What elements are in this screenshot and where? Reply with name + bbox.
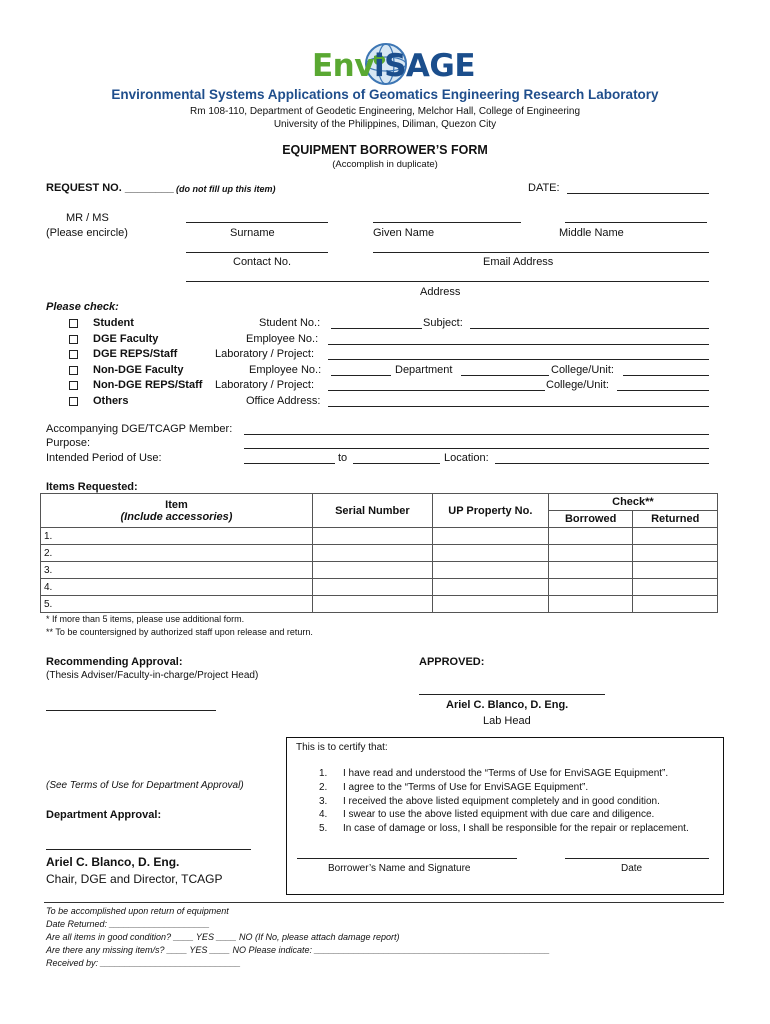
table-row (41, 596, 718, 613)
period-from-field[interactable] (244, 463, 335, 464)
office-address-label: Office Address: (246, 395, 321, 407)
terms-note: (See Terms of Use for Department Approval) (46, 780, 244, 791)
college-unit-2-field[interactable] (617, 390, 709, 391)
items-note-1: * If more than 5 items, please use additional form. (46, 614, 245, 624)
table-cell[interactable] (312, 528, 432, 545)
certify-number: 2. (319, 782, 328, 793)
borrower-signature-field[interactable] (297, 858, 517, 859)
to-label: to (338, 452, 348, 464)
certify-item: In case of damage or loss, I shall be responsible for the repair or replacement. (343, 823, 689, 834)
table-cell[interactable] (633, 545, 718, 562)
request-no-label: REQUEST NO. ________ (46, 182, 174, 194)
table-row (41, 528, 718, 545)
employee-no-label: Employee No.: (246, 333, 319, 345)
purpose-field[interactable] (244, 448, 709, 449)
contact-no-field[interactable] (186, 252, 328, 253)
title-hint: (Please encircle) (46, 227, 128, 239)
row-number: 4. (41, 579, 313, 596)
recommending-approval-label: Recommending Approval: (46, 656, 183, 668)
good-condition-question: Are all items in good condition? ____ YES ____ NO (If No, please attach damage report) (46, 932, 400, 942)
table-cell[interactable] (548, 596, 633, 613)
email-field[interactable] (373, 252, 709, 253)
date-field[interactable] (567, 193, 709, 194)
surname-label: Surname (230, 227, 275, 239)
employee-no-2-field[interactable] (331, 375, 391, 376)
college-unit-field[interactable] (623, 375, 709, 376)
col-item-sub-label: (Include accessories) (120, 510, 233, 523)
return-heading: To be accomplished upon return of equipment (46, 906, 229, 916)
certify-item: I received the above listed equipment completely and in good condition. (343, 796, 660, 807)
given-name-field[interactable] (373, 222, 521, 223)
department-field[interactable] (461, 375, 549, 376)
lab-project-field[interactable] (328, 359, 709, 360)
certify-item: I agree to the “Terms of Use for EnviSAGE Equipment”. (343, 782, 589, 793)
option-non-dge-reps-staff: Non-DGE REPS/Staff (93, 379, 203, 391)
col-item-label: Item (165, 498, 188, 511)
row-number: 5. (41, 596, 313, 613)
address-label: Address (420, 286, 461, 298)
subject-field[interactable] (470, 328, 709, 329)
table-cell[interactable] (633, 596, 718, 613)
items-table (40, 493, 718, 613)
approver-name: Ariel C. Blanco, D. Eng. (446, 699, 569, 711)
table-cell[interactable] (633, 579, 718, 596)
certify-item: I have read and understood the “Terms of Use for EnviSAGE Equipment”. (343, 768, 669, 779)
middle-name-field[interactable] (565, 222, 707, 223)
table-row (41, 562, 718, 579)
col-item-header (41, 494, 313, 528)
row-number: 3. (41, 562, 313, 579)
logo-text-sage: SAGE (384, 48, 476, 84)
table-cell[interactable] (548, 545, 633, 562)
table-cell[interactable] (548, 528, 633, 545)
logo-text-env: Env (312, 48, 374, 84)
checkbox-others[interactable] (69, 397, 78, 406)
lab-project-2-label: Laboratory / Project: (215, 379, 315, 391)
approver-title: Lab Head (483, 715, 531, 727)
date-label: DATE: (528, 182, 560, 194)
approver-signature-field[interactable] (419, 694, 605, 695)
intended-period-label: Intended Period of Use: (46, 452, 162, 464)
form-title: EQUIPMENT BORROWER’S FORM (282, 143, 488, 157)
table-cell[interactable] (312, 545, 432, 562)
return-section-divider (44, 902, 724, 903)
lab-title: Environmental Systems Applications of Geomatics Engineering Research Laboratory (111, 87, 659, 102)
department-approval-label: Department Approval: (46, 809, 162, 821)
col-returned-header: Returned (633, 511, 718, 528)
student-no-label: Student No.: (259, 317, 321, 329)
table-cell[interactable] (432, 596, 548, 613)
checkbox-dge-reps-staff[interactable] (69, 350, 78, 359)
employee-no-2-label: Employee No.: (249, 364, 322, 376)
lab-project-label: Laboratory / Project: (215, 348, 315, 360)
option-dge-faculty: DGE Faculty (93, 333, 159, 345)
items-requested-heading: Items Requested: (46, 481, 138, 493)
certify-number: 5. (319, 823, 328, 834)
location-label: Location: (444, 452, 489, 464)
recommending-approval-sub: (Thesis Adviser/Faculty-in-charge/Project Head) (46, 670, 259, 681)
col-borrowed-header: Borrowed (548, 511, 633, 528)
borrower-date-label: Date (621, 863, 643, 874)
subject-label: Subject: (423, 317, 463, 329)
chair-name: Ariel C. Blanco, D. Eng. (46, 855, 180, 869)
table-cell[interactable] (312, 562, 432, 579)
address-field[interactable] (186, 281, 709, 282)
certify-number: 3. (319, 796, 328, 807)
table-cell[interactable] (312, 579, 432, 596)
college-unit-2-label: College/Unit: (546, 379, 609, 391)
checkbox-non-dge-reps-staff[interactable] (69, 381, 78, 390)
col-up-property-header: UP Property No. (432, 494, 548, 528)
table-cell[interactable] (312, 596, 432, 613)
purpose-label: Purpose: (46, 437, 91, 449)
lab-project-2-field[interactable] (328, 390, 545, 391)
table-cell[interactable] (548, 579, 633, 596)
surname-field[interactable] (186, 222, 328, 223)
option-others: Others (93, 395, 129, 407)
given-name-label: Given Name (373, 227, 435, 239)
option-student: Student (93, 317, 134, 329)
please-check-heading: Please check: (46, 301, 119, 313)
certify-number: 4. (319, 809, 328, 820)
col-check-header: Check** (548, 494, 717, 511)
checkbox-dge-faculty[interactable] (69, 335, 78, 344)
checkbox-non-dge-faculty[interactable] (69, 366, 78, 375)
received-by: Received by: ____________________________ (46, 958, 241, 968)
table-cell[interactable] (432, 579, 548, 596)
approved-label: APPROVED: (419, 656, 485, 668)
row-number: 1. (41, 528, 313, 545)
title-label: MR / MS (66, 212, 109, 224)
period-to-field[interactable] (353, 463, 440, 464)
table-cell[interactable] (432, 545, 548, 562)
college-unit-label: College/Unit: (551, 364, 614, 376)
checkbox-student[interactable] (69, 319, 78, 328)
table-cell[interactable] (432, 528, 548, 545)
employee-no-field[interactable] (328, 344, 709, 345)
email-label: Email Address (483, 256, 554, 268)
table-cell[interactable] (633, 562, 718, 579)
certify-intro: This is to certify that: (296, 742, 388, 753)
table-row (41, 579, 718, 596)
envisage-logo (310, 42, 480, 86)
accompanying-member-label: Accompanying DGE/TCAGP Member: (46, 423, 233, 435)
logo-text-i: i (373, 48, 385, 84)
address-line-1: Rm 108-110, Department of Geodetic Engineering, Melchor Hall, College of Engineering (189, 106, 581, 117)
date-returned: Date Returned: ____________________ (46, 919, 210, 929)
location-field[interactable] (495, 463, 709, 464)
table-cell[interactable] (633, 528, 718, 545)
student-no-field[interactable] (331, 328, 422, 329)
items-note-2: ** To be countersigned by authorized staff upon release and return. (46, 627, 313, 637)
certify-item: I swear to use the above listed equipment with due care and diligence. (343, 809, 655, 820)
col-serial-header: Serial Number (312, 494, 432, 528)
borrower-signature-label: Borrower’s Name and Signature (328, 863, 471, 874)
office-address-field[interactable] (328, 406, 709, 407)
table-row (41, 545, 718, 562)
certify-number: 1. (319, 768, 328, 779)
department-approval-signature-field[interactable] (46, 849, 251, 850)
department-label: Department (395, 364, 453, 376)
recommending-signature-field[interactable] (46, 710, 216, 711)
row-number: 2. (41, 545, 313, 562)
missing-items-question: Are there any missing item/s? ____ YES ____ NO Please indicate: _______________________________________________ (46, 945, 550, 955)
contact-no-label: Contact No. (233, 256, 292, 268)
address-line-2: University of the Philippines, Diliman, Quezon City (273, 119, 497, 130)
form-subtitle: (Accomplish in duplicate) (332, 159, 438, 170)
borrower-date-field[interactable] (565, 858, 709, 859)
request-no-note: (do not fill up this item) (176, 184, 276, 194)
option-dge-reps-staff: DGE REPS/Staff (93, 348, 178, 360)
option-non-dge-faculty: Non-DGE Faculty (93, 364, 184, 376)
accompanying-member-field[interactable] (244, 434, 709, 435)
middle-name-label: Middle Name (559, 227, 624, 239)
table-cell[interactable] (432, 562, 548, 579)
chair-title: Chair, DGE and Director, TCAGP (46, 872, 223, 886)
table-cell[interactable] (548, 562, 633, 579)
